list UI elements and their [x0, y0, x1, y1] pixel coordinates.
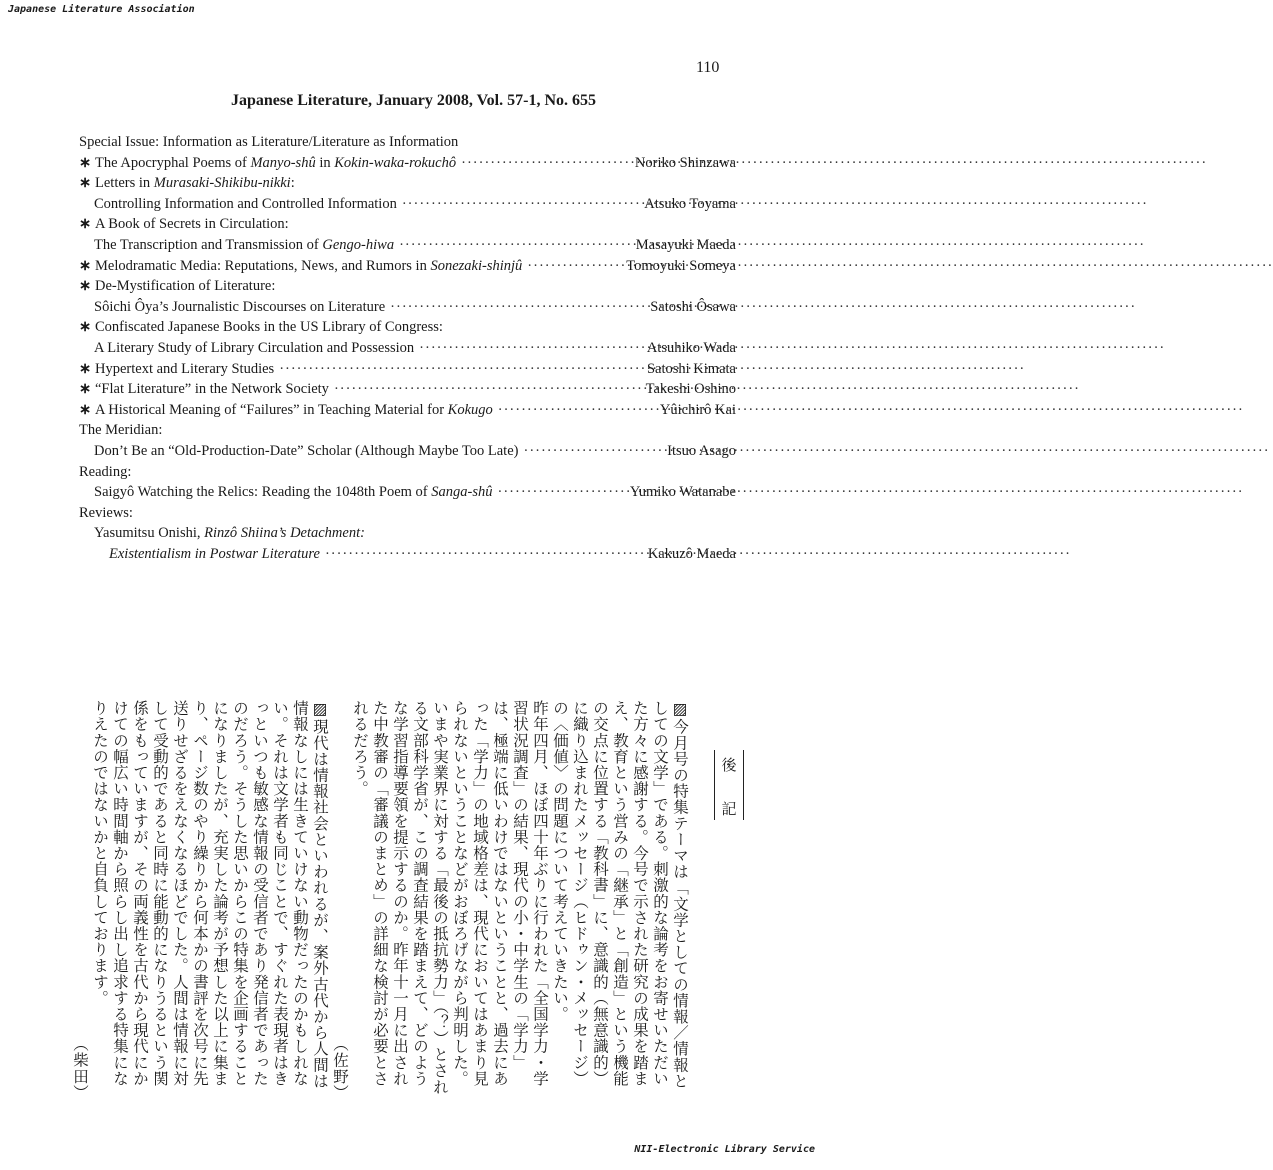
toc-section-reviews: [79, 505, 736, 526]
dot-leader: [334, 381, 641, 398]
author-name: Yumiko Watanabe: [629, 484, 736, 501]
author-name: Tomoyuki Someya: [626, 257, 736, 274]
toc-entry[interactable]: [79, 381, 736, 402]
journal-title: Japanese Literature, January 2008, Vol. 57-1, No. 655: [230, 92, 597, 109]
section-label: Reading:: [79, 463, 132, 480]
author-name: Atsuhiko Wada: [646, 339, 736, 356]
article-subtitle: Controlling Information and Controlled Information: [94, 195, 397, 212]
article-title: “Flat Literature” in the Network Society: [95, 381, 329, 398]
afterword-paragraph: ▨今月号の特集テーマは「文学としての情報／情報としての文学」である。刺激的な論考をお寄せいただいた方々に感謝する。今号で示された研究の成果を踏まえ、教育という営みの「継承」と「創造」という機能の交点に位置する「教科書」に、意識的（無意識的）に織り込まれたメッセージ（ヒドゥン・メッセージ）の〈価値〉の問題について考えていきたい。: [551, 700, 689, 1089]
toc-section-special-issue: [79, 134, 736, 155]
asterisk-icon: ∗: [79, 175, 92, 192]
toc-entry-continued[interactable]: [79, 299, 736, 320]
asterisk-icon: ∗: [79, 381, 92, 398]
afterword-heading-char-1: 後: [721, 756, 737, 774]
author-name: Masayuki Maeda: [635, 236, 736, 253]
afterword-heading-char-2: 記: [721, 800, 737, 818]
toc-entry[interactable]: [79, 402, 736, 423]
article-title: A Historical Meaning of “Failures” in Teaching Material for Kokugo: [95, 401, 493, 418]
afterword-body: [71, 700, 690, 1100]
dot-leader: [461, 155, 630, 172]
author-name: Satoshi Kimata: [646, 360, 736, 377]
asterisk-icon: ∗: [79, 319, 92, 336]
dot-leader: [402, 196, 639, 213]
article-title: Hypertext and Literary Studies: [95, 360, 275, 377]
toc-entry[interactable]: [79, 484, 736, 505]
asterisk-icon: ∗: [79, 278, 92, 295]
afterword-signature: （佐野）: [331, 1035, 349, 1100]
asterisk-icon: ∗: [79, 401, 92, 418]
author-name: Noriko Shinzawa: [634, 154, 736, 171]
toc-entry[interactable]: [79, 216, 736, 237]
toc-entry[interactable]: [79, 361, 736, 382]
toc-entry-continued[interactable]: [79, 196, 736, 217]
dot-leader: [498, 484, 625, 501]
article-subtitle: A Literary Study of Library Circulation and Possession: [94, 339, 415, 356]
toc-entry[interactable]: [79, 258, 736, 279]
toc-entry[interactable]: [79, 443, 736, 464]
dot-leader: [279, 361, 642, 378]
asterisk-icon: ∗: [79, 257, 92, 274]
article-title: A Book of Secrets in Circulation:: [95, 216, 289, 233]
section-label: Reviews:: [79, 504, 133, 521]
dot-leader: [527, 258, 621, 275]
dot-leader: [498, 402, 655, 419]
article-title: Saigyô Watching the Relics: Reading the 1048th Poem of Sanga-shû: [94, 484, 493, 501]
toc-entry-continued[interactable]: [79, 546, 736, 567]
author-name: Satoshi Ôsawa: [650, 298, 736, 315]
toc-entry[interactable]: [79, 155, 736, 176]
afterword-heading-box: [714, 750, 744, 820]
article-subtitle: The Transcription and Transmission of Gengo-hiwa: [94, 236, 395, 253]
toc-entry[interactable]: [79, 278, 736, 299]
author-name: Itsuo Asago: [667, 442, 736, 459]
section-label: The Meridian:: [79, 422, 163, 439]
article-title: Confiscated Japanese Books in the US Library of Congress:: [95, 319, 443, 336]
toc-entry[interactable]: [79, 175, 736, 196]
dot-leader: [399, 237, 631, 254]
author-name: Atsuko Toyama: [644, 195, 736, 212]
asterisk-icon: ∗: [79, 154, 92, 171]
author-name: Kakuzô Maeda: [647, 545, 736, 562]
article-subtitle: Sôichi Ôya’s Journalistic Discourses on Literature: [94, 298, 386, 315]
toc-entry[interactable]: [79, 319, 736, 340]
dot-leader: [390, 299, 645, 316]
running-head: Japanese Literature Association: [8, 4, 195, 15]
afterword-signature: （柴田）: [71, 1035, 89, 1100]
article-subtitle: Existentialism in Postwar Literature: [109, 545, 320, 562]
article-title: Yasumitsu Onishi, Rinzô Shiina’s Detachment:: [94, 525, 365, 542]
footer-service: NII-Electronic Library Service: [634, 1144, 815, 1155]
dot-leader: [419, 340, 642, 357]
afterword-paragraph: ▨現代は情報社会といわれるが、案外古代から人間は情報なしには生きていけない動物だったのかもしれない。それは文学者も同じことで、すぐれた表現者はきっといつも敏感な情報の受信者であり発信者であったのだろう。そうした思いからこの特集を企画することになりましたが、充実した論考が予想した以上に集まり、ページ数のやり繰りから何本かの書評を次号に先送りせざるをえなくなるほどでした。人間は情報に対して受動的であると同時に能動的になりうるという関係をもっていますが、その両義性を古代から現代にかけての幅広い時間軸から照らし出し追求する特集になりえたのではないかと自負しております。: [91, 700, 329, 1089]
article-title: De-Mystification of Literature:: [95, 278, 276, 295]
asterisk-icon: ∗: [79, 216, 92, 233]
page-number: 110: [696, 59, 720, 76]
author-name: Yûichirô Kai: [659, 401, 736, 418]
author-name: Takeshi Oshino: [645, 381, 736, 398]
article-title: The Apocryphal Poems of Manyo-shû in Kokin-waka-rokuchô: [95, 154, 457, 171]
dot-leader: [523, 443, 662, 460]
toc-entry-continued[interactable]: [79, 237, 736, 258]
toc-entry[interactable]: [79, 525, 736, 546]
dot-leader: [325, 546, 643, 563]
table-of-contents: [79, 134, 736, 566]
asterisk-icon: ∗: [79, 360, 92, 377]
article-title: Melodramatic Media: Reputations, News, and Rumors in Sonezaki-shinjû: [95, 257, 523, 274]
section-label: Special Issue: Information as Literature/Literature as Information: [79, 134, 459, 150]
afterword-paragraph: 昨年四月、ほぼ四十年ぶりに行われた「全国学力・学習状況調査」の結果、現代の小・中学生の「学力」は、極端に低いわけではないということと、過去にあった「学力」の地域格差は、現代においてはあまり見られないということなどがおぼろげながら判明した。いまや実業界に対する「最後の抵抗勢力」（？）とされる文部科学省が、この調査結果を踏まえて、どのような学習指導要領を提示するのか。昨年十一月に出された中教審の「審議のまとめ」の詳細な検討が必要とされるだろう。: [351, 700, 549, 1095]
article-title: Don’t Be an “Old-Production-Date” Scholar (Although Maybe Too Late): [94, 442, 519, 459]
toc-section-meridian: [79, 422, 736, 443]
toc-section-reading: [79, 464, 736, 485]
toc-entry-continued[interactable]: [79, 340, 736, 361]
article-title: Letters in Murasaki-Shikibu-nikki:: [95, 175, 295, 192]
